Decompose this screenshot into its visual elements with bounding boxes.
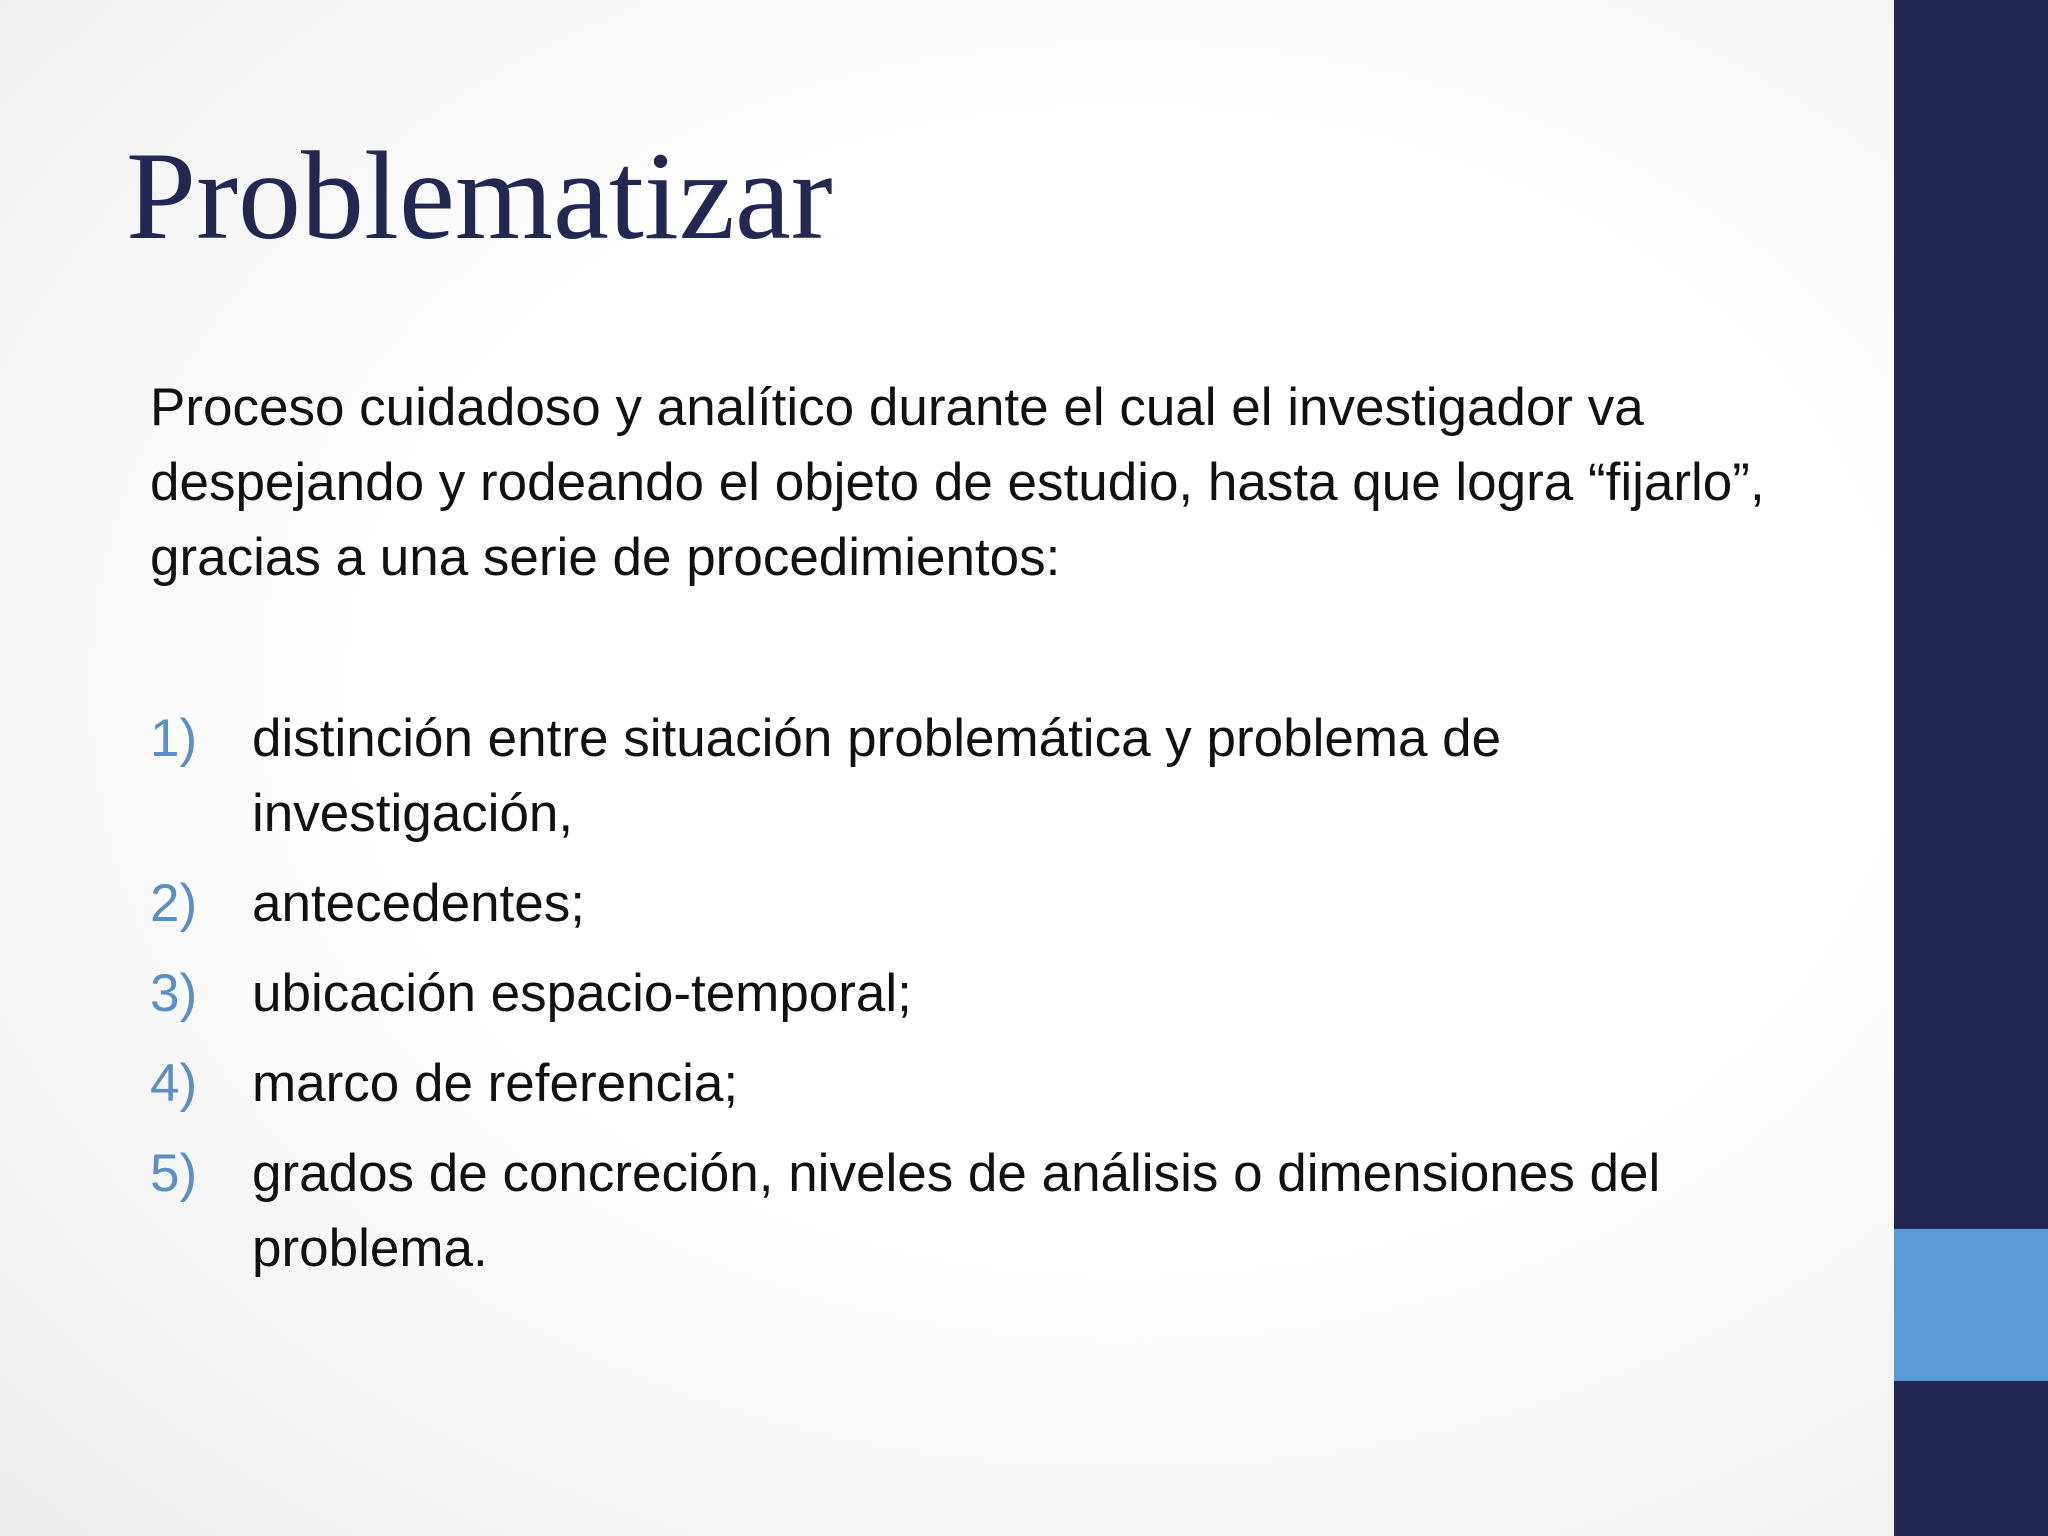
list-item-text: distinción entre situación problemática y problema de investigación, bbox=[252, 709, 1502, 843]
list-item-text: antecedentes; bbox=[252, 874, 585, 933]
side-accent-decoration bbox=[1894, 1229, 2048, 1381]
list-item-text: marco de referencia; bbox=[252, 1054, 739, 1113]
list-item-number: 5) bbox=[150, 1144, 198, 1203]
procedure-list bbox=[150, 701, 1770, 1301]
list-item-number: 3) bbox=[150, 964, 198, 1023]
list-item bbox=[150, 956, 1770, 1031]
list-item bbox=[150, 866, 1770, 941]
list-item bbox=[150, 1136, 1770, 1286]
list-item-number: 4) bbox=[150, 1054, 198, 1113]
intro-paragraph: Proceso cuidadoso y analítico durante el cual el investigador va despejando y rodeando el objeto de estudio, hasta que logra “fijarlo”, gracias a una serie de procedimientos: bbox=[150, 378, 1765, 587]
list-item-text: ubicación espacio-temporal; bbox=[252, 964, 912, 1023]
list-item-text: grados de concreción, niveles de análisis o dimensiones del problema. bbox=[252, 1144, 1661, 1278]
slide-title: Problematizar bbox=[126, 127, 833, 266]
list-item-number: 2) bbox=[150, 874, 198, 933]
list-item bbox=[150, 1046, 1770, 1121]
list-item-number: 1) bbox=[150, 709, 198, 768]
list-item bbox=[150, 701, 1770, 851]
